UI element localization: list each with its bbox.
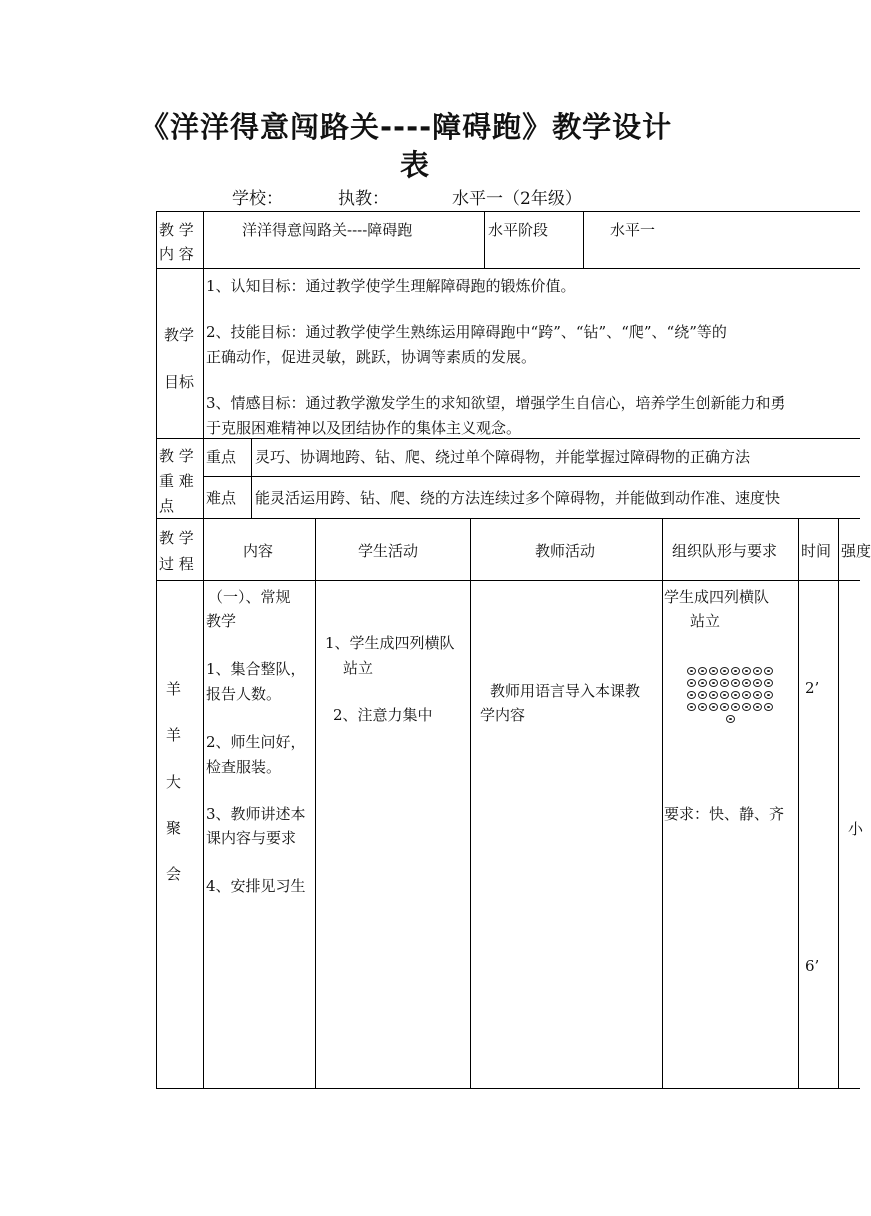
content-label-2: 内 容 [159, 245, 194, 263]
keypoint-label-2: 重 难 [159, 472, 194, 490]
level-label: 水平一（2年级） [452, 189, 582, 209]
header-teacher: 教师活动 [535, 542, 596, 560]
section-name-char: 会 [166, 865, 182, 883]
content-label: 教 学 [159, 221, 194, 239]
student-activity-line: 1、学生成四列横队 [325, 634, 455, 652]
process-label-2: 过 程 [159, 555, 194, 573]
time-value: 2’ [805, 679, 820, 697]
keypoint-label: 教 学 [159, 447, 194, 465]
content-line: 3、教师讲述本 [206, 805, 306, 823]
header-content: 内容 [243, 542, 274, 560]
key-value: 灵巧、协调地跨、钻、爬、绕过单个障碍物，并能掌握过障碍物的正确方法 [255, 448, 751, 466]
content-line: 教学 [206, 612, 237, 630]
content-line: 2、师生问好， [206, 733, 306, 751]
section-name-char: 羊 [166, 726, 182, 744]
content-line: 课内容与要求 [206, 829, 297, 847]
content-value: 洋洋得意闯路关----障碍跑 [242, 221, 413, 239]
objectives-label-2: 目标 [164, 373, 195, 391]
student-activity-line: 站立 [343, 659, 374, 677]
content-line: 4、安排见习生 [206, 877, 306, 895]
keypoint-label-3: 点 [159, 497, 175, 515]
section-name-char: 大 [166, 773, 182, 791]
section-name-char: 羊 [166, 680, 182, 698]
student-activity-line: 2、注意力集中 [333, 706, 433, 724]
stage-value: 水平一 [610, 221, 656, 239]
document-title: 《洋洋得意闯路关----障碍跑》教学设计 [140, 110, 673, 144]
content-line: 1、集合整队， [206, 660, 306, 678]
difficulty-label: 难点 [206, 489, 237, 507]
header-time: 时间 [801, 542, 832, 560]
school-label: 学校： [232, 189, 283, 209]
process-label: 教 学 [159, 529, 194, 547]
organization-line: 学生成四列横队 [664, 588, 770, 606]
header-intensity: 强度 [841, 542, 871, 560]
objective-skill: 2、技能目标：通过教学使学生熟练运用障碍跑中“跨”、“钻”、“爬”、“绕”等的 [206, 323, 727, 341]
content-line: 报告人数。 [206, 685, 282, 703]
objective-skill-cont: 正确动作，促进灵敏，跳跃，协调等素质的发展。 [206, 348, 537, 366]
difficulty-value: 能灵活运用跨、钻、爬、绕的方法连续过多个障碍物，并能做到动作准、速度快 [255, 489, 781, 507]
header-student: 学生活动 [358, 542, 419, 560]
objectives-label: 教学 [164, 326, 195, 344]
key-label: 重点 [206, 448, 237, 466]
content-line: （一）、常规 [208, 588, 291, 606]
objective-affective: 3、情感目标：通过教学激发学生的求知欲望，增强学生自信心，培养学生创新能力和勇 [206, 394, 786, 412]
objective-affective-cont: 于克服困难精神以及团结协作的集体主义观念。 [206, 419, 522, 437]
organization-requirement: 要求：快、静、齐 [664, 805, 785, 823]
teacher-activity-line: 学内容 [480, 706, 526, 724]
formation-diagram [685, 667, 775, 727]
document-title-continued: 表 [400, 148, 430, 182]
header-organization: 组织队形与要求 [672, 542, 778, 560]
teacher-activity-line: 教师用语言导入本课教 [490, 682, 641, 700]
objective-cognitive: 1、认知目标：通过教学使学生理解障碍跑的锻炼价值。 [206, 277, 576, 295]
content-line: 检查服装。 [206, 758, 282, 776]
section-name-char: 聚 [166, 819, 182, 837]
stage-label: 水平阶段 [488, 221, 549, 239]
intensity-value: 小 [848, 820, 864, 838]
time-value: 6’ [805, 957, 820, 975]
organization-line: 站立 [690, 612, 721, 630]
teacher-label: 执教： [338, 189, 389, 209]
